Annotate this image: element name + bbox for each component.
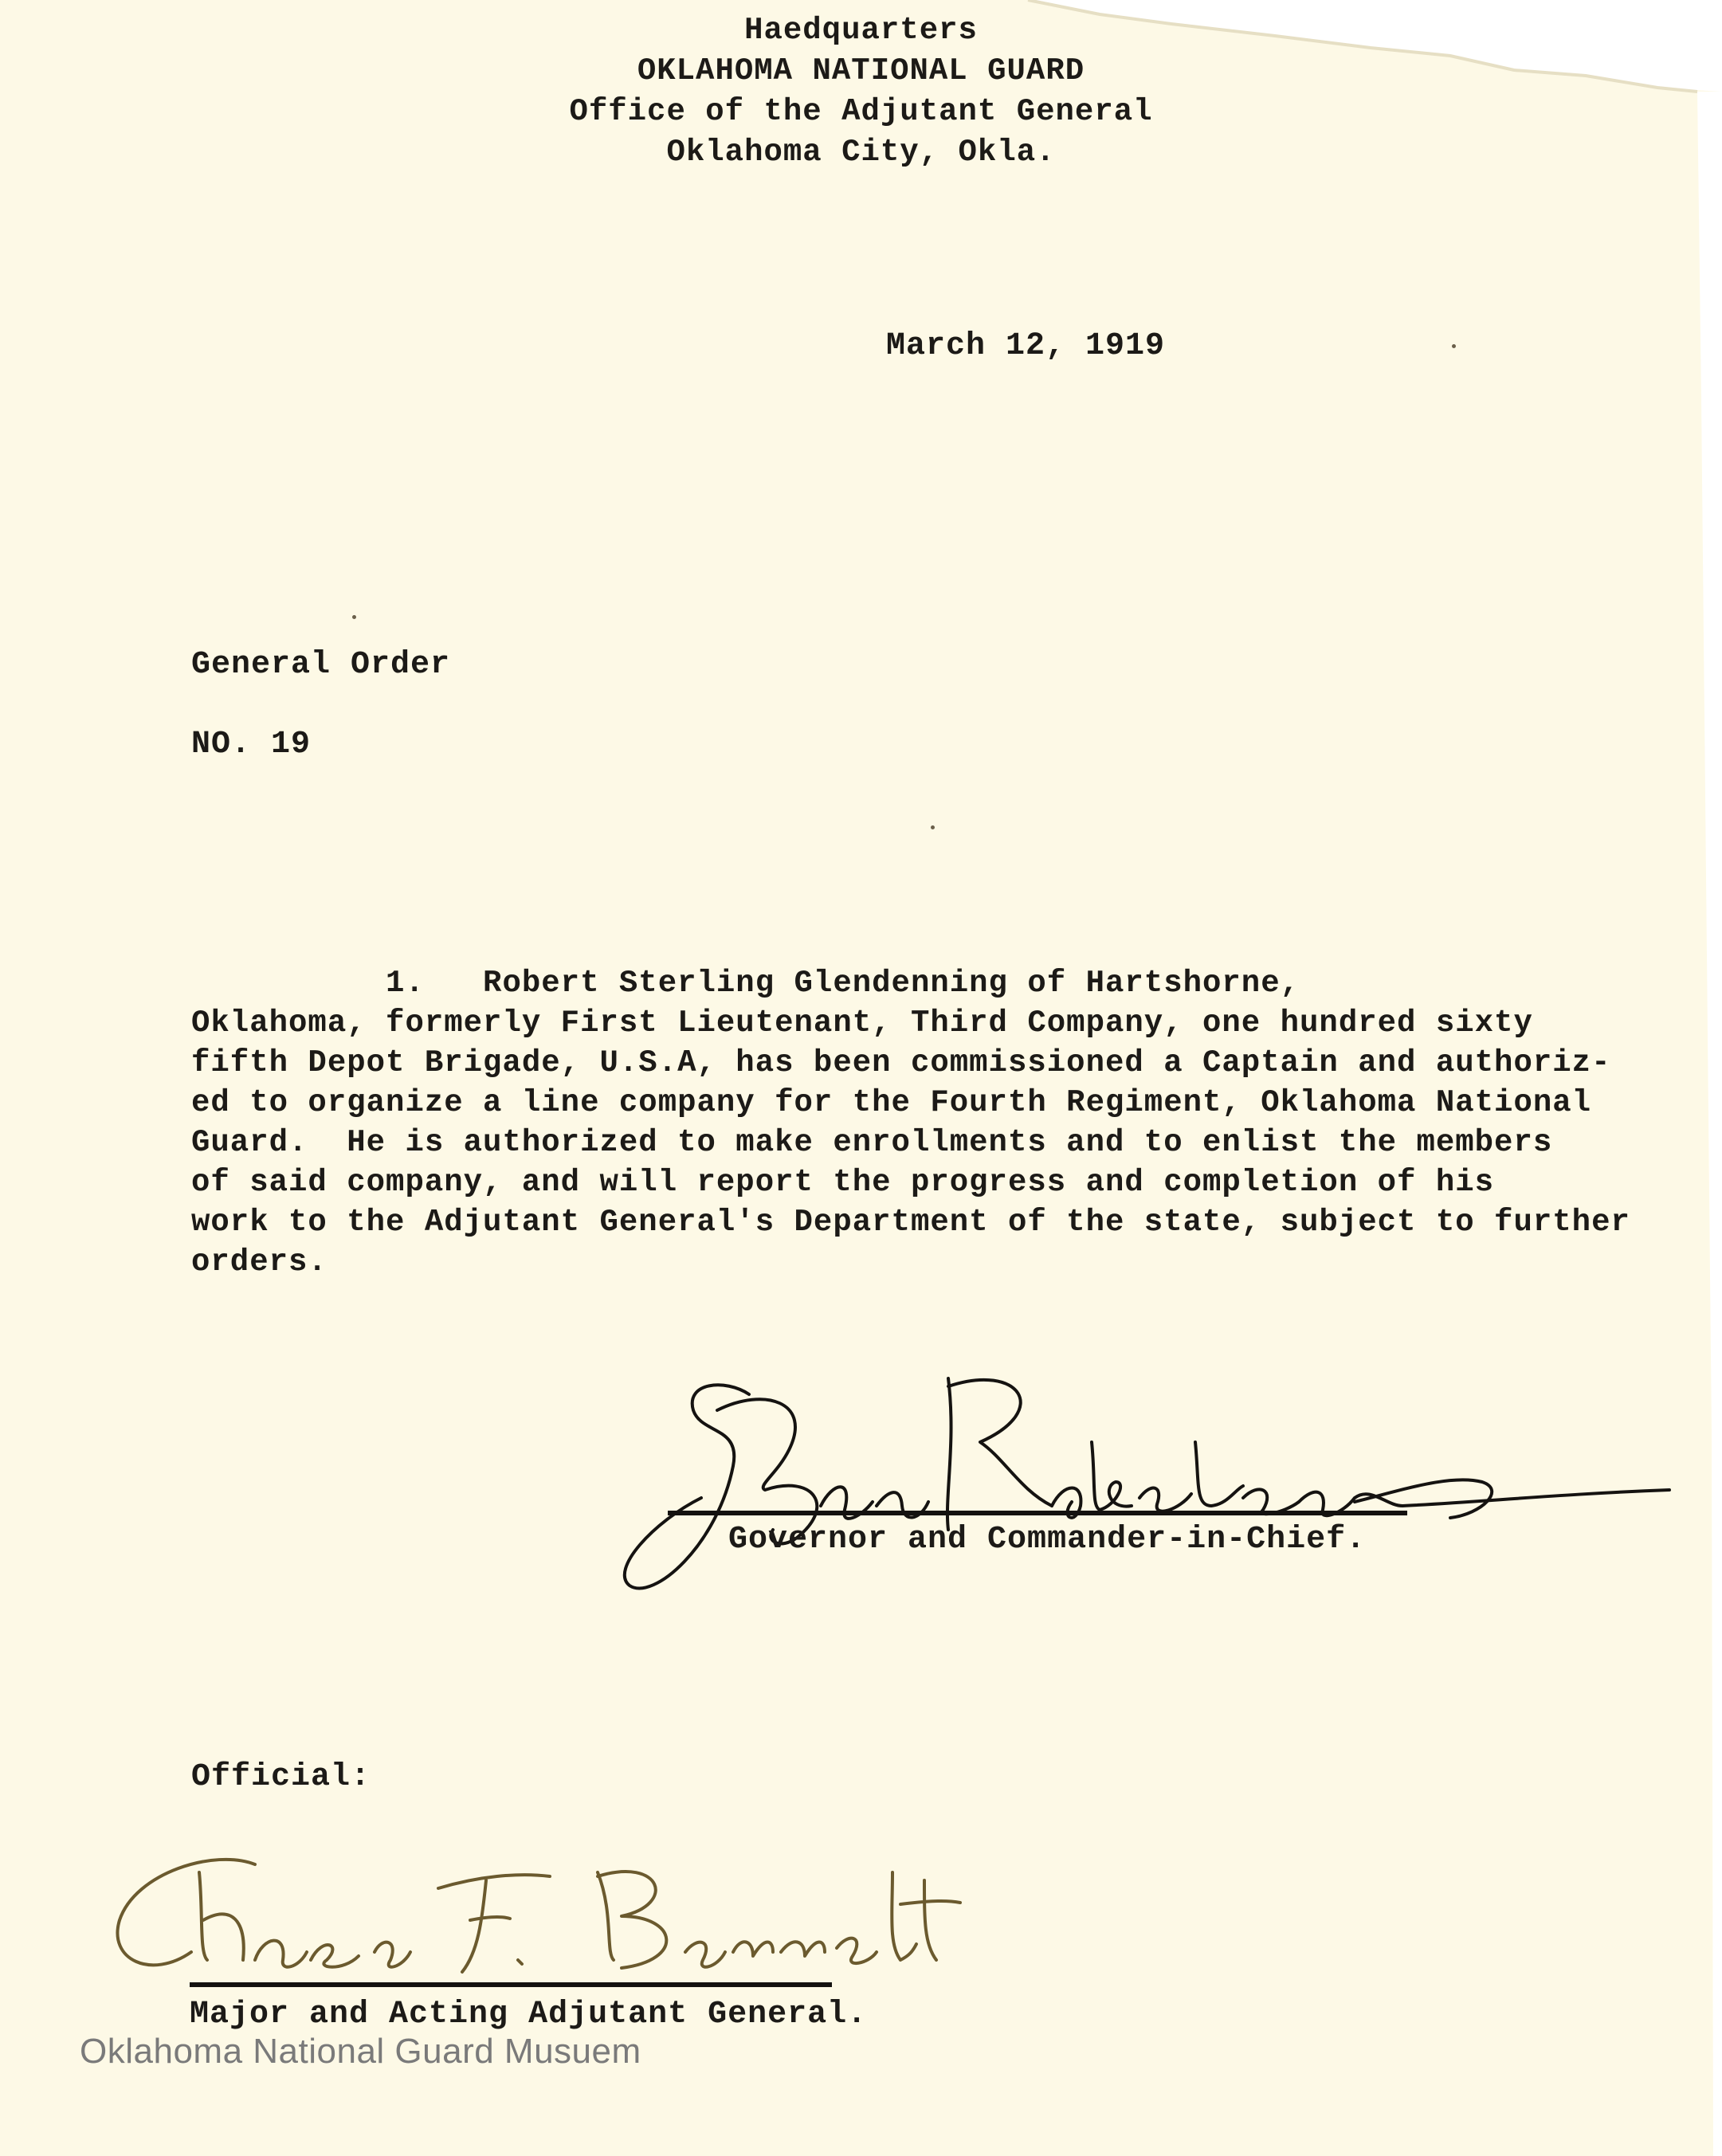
governor-signature <box>606 1347 1673 1617</box>
letterhead-line-3: Office of the Adjutant General <box>569 94 1153 129</box>
body-line-1: 1. Robert Sterling Glendenning of Hartshorne, <box>191 966 1300 1001</box>
body-line-2: Oklahoma, formerly First Lieutenant, Third Company, one hundred sixty <box>191 1005 1533 1041</box>
order-title: General Order <box>191 647 451 683</box>
paper-speck <box>931 825 935 829</box>
body-line-5: Guard. He is authorized to make enrollments and to enlist the members <box>191 1125 1553 1160</box>
body-line-7: work to the Adjutant General's Department of the state, subject to further <box>191 1205 1630 1240</box>
body-line-3: fifth Depot Brigade, U.S.A, has been commissioned a Captain and authoriz- <box>191 1045 1611 1080</box>
paper-speck <box>352 615 356 619</box>
paper-speck <box>1452 344 1456 348</box>
letterhead-line-1: Haedquarters <box>744 13 978 48</box>
body-line-6: of said company, and will report the progress and completion of his <box>191 1165 1495 1200</box>
governor-signature-line <box>668 1511 1407 1515</box>
body-line-8: orders. <box>191 1245 328 1280</box>
letterhead-line-2: OKLAHOMA NATIONAL GUARD <box>637 53 1085 88</box>
official-label: Official: <box>191 1759 371 1795</box>
letterhead-line-4: Oklahoma City, Okla. <box>666 135 1056 170</box>
governor-title: Governor and Commander-in-Chief. <box>728 1522 1367 1558</box>
order-number: NO. 19 <box>191 727 312 762</box>
document-date: March 12, 1919 <box>886 328 1166 364</box>
adjutant-signature-line <box>190 1982 832 1987</box>
adjutant-title: Major and Acting Adjutant General. <box>190 1997 868 2033</box>
museum-watermark: Oklahoma National Guard Musuem <box>80 2032 641 2071</box>
adjutant-signature <box>104 1840 964 2000</box>
body-line-4: ed to organize a line company for the Fourth Regiment, Oklahoma National <box>191 1085 1592 1120</box>
